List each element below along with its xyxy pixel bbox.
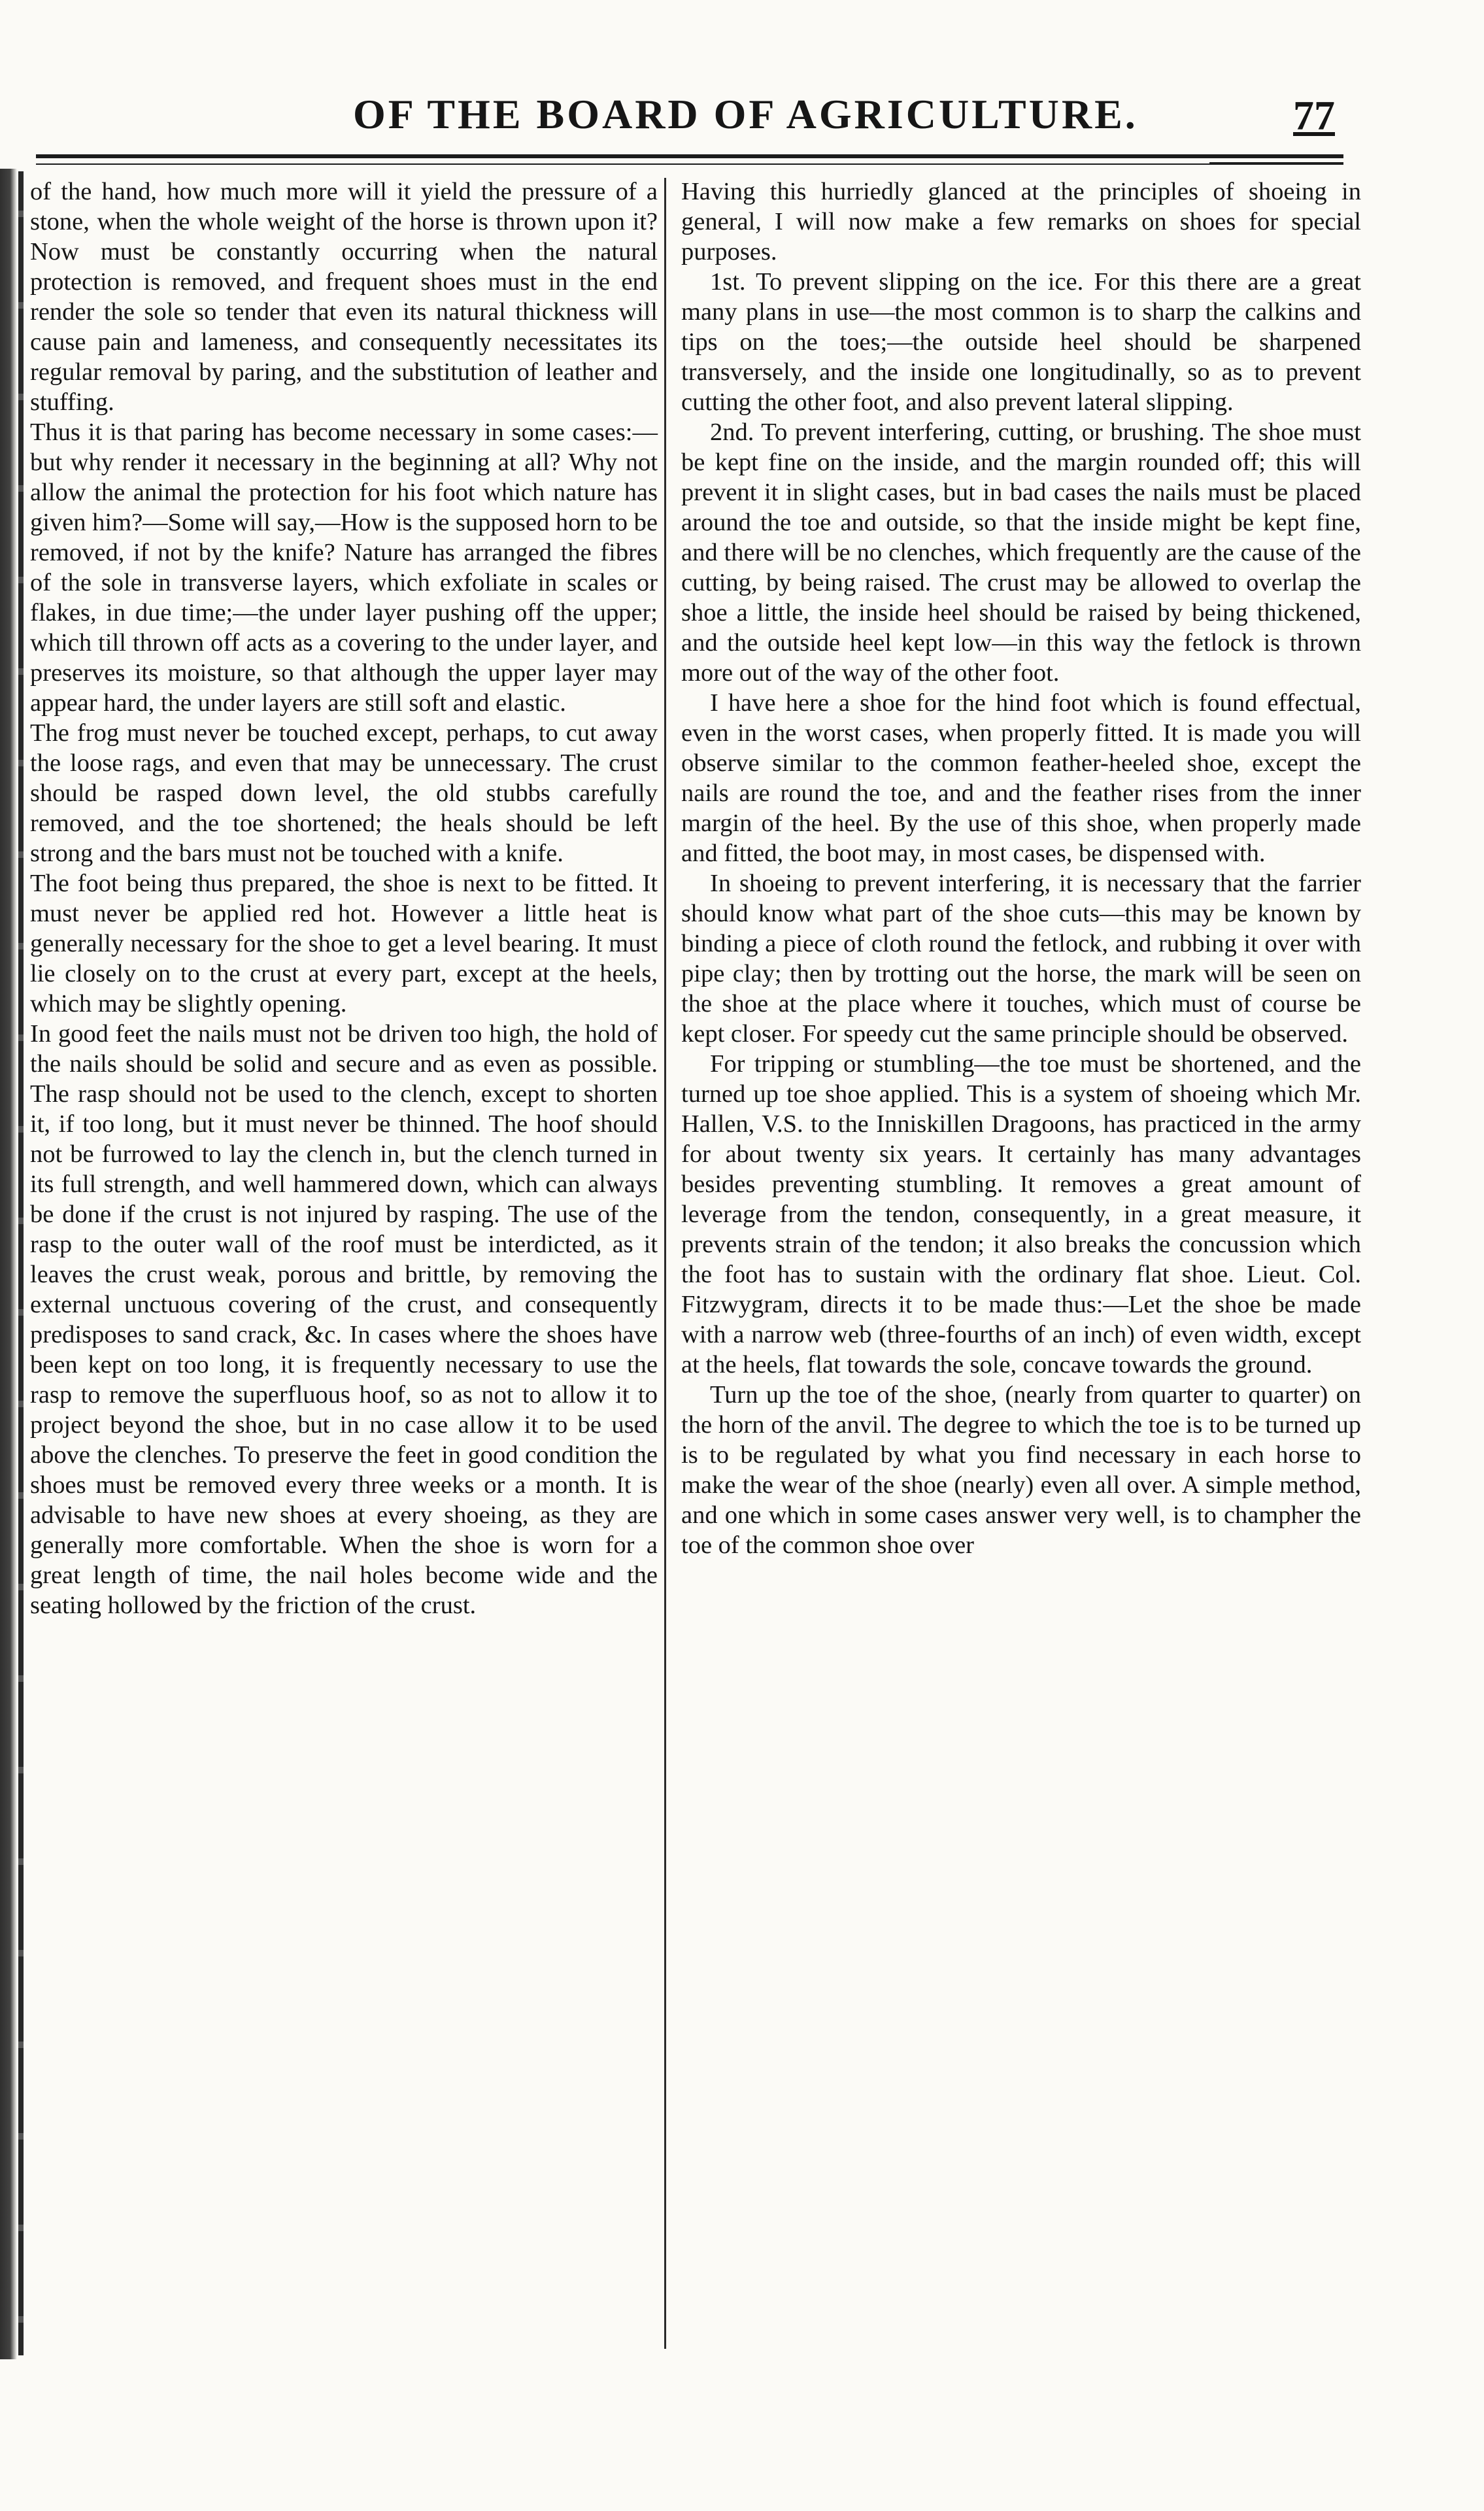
left-column: [30, 177, 658, 1620]
binding-shadow: [0, 169, 17, 2359]
header-rule-thin: [36, 163, 1343, 165]
page-number: 77: [1293, 92, 1335, 139]
paragraph: I have here a shoe for the hind foot which is found effectual, even in the worst cases, when properly fitted. It is made you will observe similar to the common feather-heeled shoe, except the nails are round the toe, and and the feather rises from the inner margin of the heel. By the use of this shoe, when properly made and fitted, the boot may, in most cases, be dispensed with.: [681, 689, 1361, 867]
column-divider: [664, 178, 666, 2349]
paragraph: In good feet the nails must not be driven too high, the hold of the nails should be solid and secure and as even as possible. The rasp should not be used to the clench, except to shorten it, if too long, but it must never be thinned. The hoof should not be furrowed to lay the clench in, but the clench turned in its full strength, and well hammered down, which can always be done if the crust is not injured by rasping. The use of the rasp to the outer wall of the roof must be interdicted, as it leaves the crust weak, porous and brittle, by removing the external unctuous covering of the crust, and consequently predisposes to sand crack, &c. In cases where the shoes have been kept on too long, it is frequently necessary to use the rasp to remove the superfluous hoof, so as not to allow it to project beyond the shoe, but in no case allow it to be used above the clenches. To preserve the feet in good condition the shoes must be removed every three weeks or a month. It is advisable to have new shoes at every shoeing, as they are generally more comfortable. When the shoe is worn for a great length of time, the nail holes become wide and the seating hollowed by the friction of the crust.: [30, 1020, 658, 1619]
paragraph: In shoeing to prevent interfering, it is necessary that the farrier should know what part of the shoe cuts—this may be known by binding a piece of cloth round the fetlock, and rubbing it over with pipe clay; then by trotting out the horse, the mark will be seen on the shoe at the place where it touches, which must of course be kept closer. For speedy cut the same principle should be observed.: [681, 870, 1361, 1048]
page-header: [0, 90, 1484, 143]
paragraph: 2nd. To prevent interfering, cutting, or brushing. The shoe must be kept fine on the inside, and the margin rounded off; this will prevent it in slight cases, but in bad cases the nails must be placed around the toe and outside, so that the inside might be kept fine, and there will be no clenches, which frequently are the cause of the cutting, by being raised. The crust may be allowed to overlap the shoe a little, the inside heel should be raised by being thickened, and the outside heel kept low—in this way the fetlock is thrown more out of the way of the other foot.: [681, 418, 1361, 687]
paragraph: Having this hurriedly glanced at the principles of shoeing in general, I will now make a few remarks on shoes for special purposes.: [681, 178, 1361, 265]
paragraph: of the hand, how much more will it yield the pressure of a stone, when the whole weight of the horse is thrown upon it? Now must be constantly occurring when the natural protection is removed, and frequent shoes must in the end render the sole so tender that even its natural thickness will cause pain and lameness, and consequently necessitates its regular removal by paring, and the substitution of leather and stuffing.: [30, 178, 658, 416]
header-rule-accent: [1209, 162, 1343, 164]
paragraph: The frog must never be touched except, perhaps, to cut away the loose rags, and even that may be unnecessary. The crust should be rasped down level, the old stubbs carefully removed, and the toe shortened; the heals should be left strong and the bars must not be touched with a knife.: [30, 719, 658, 867]
paragraph: The foot being thus prepared, the shoe is next to be fitted. It must never be applied red hot. However a little heat is generally necessary for the shoe to get a level bearing. It must lie closely on to the crust at every part, except at the heels, which may be slightly opening.: [30, 870, 658, 1017]
right-column: [681, 177, 1361, 1560]
binding-edge-marks: [18, 171, 24, 2355]
running-title: OF THE BOARD OF AGRICULTURE.: [353, 91, 1138, 137]
paragraph: For tripping or stumbling—the toe must be shortened, and the turned up toe shoe applied. This is a system of shoeing which Mr. Hallen, V.S. to the Inniskillen Dragoons, has practiced in the army for about twenty six years. It certainly has many advantages besides preventing stumbling. It removes a great amount of leverage from the tendon, consequently, in a great measure, it prevents strain of the tendon; it also breaks the concussion which the foot has to sustain with the ordinary flat shoe. Lieut. Col. Fitzwygram, directs it to be made thus:—Let the shoe be made with a narrow web (three-fourths of an inch) of even width, except at the heels, flat towards the sole, concave towards the ground.: [681, 1050, 1361, 1378]
paragraph: Thus it is that paring has become necessary in some cases:—but why render it necessary in the beginning at all? Why not allow the animal the protection for his foot which nature has given him?—Some will say,—How is the supposed horn to be removed, if not by the knife? Nature has arranged the fibres of the sole in transverse layers, which exfoliate in scales or flakes, in due time;—the under layer pushing off the upper; which till thrown off acts as a covering to the under layer, and preserves its moisture, so that although the upper layer may appear hard, the under layers are still soft and elastic.: [30, 418, 658, 717]
header-rule: [36, 154, 1343, 158]
paragraph: 1st. To prevent slipping on the ice. For this there are a great many plans in use—the most common is to sharp the calkins and tips on the toes;—the outside heel should be sharpened transversely, and the inside one longitudinally, so as to prevent cutting the other foot, and also prevent lateral slipping.: [681, 268, 1361, 416]
paragraph: Turn up the toe of the shoe, (nearly from quarter to quarter) on the horn of the anvil. The degree to which the toe is to be turned up is to be regulated by what you find necessary in each horse to make the wear of the shoe (nearly) even all over. A simple method, and one which in some cases answer very well, is to champher the toe of the common shoe over: [681, 1381, 1361, 1559]
